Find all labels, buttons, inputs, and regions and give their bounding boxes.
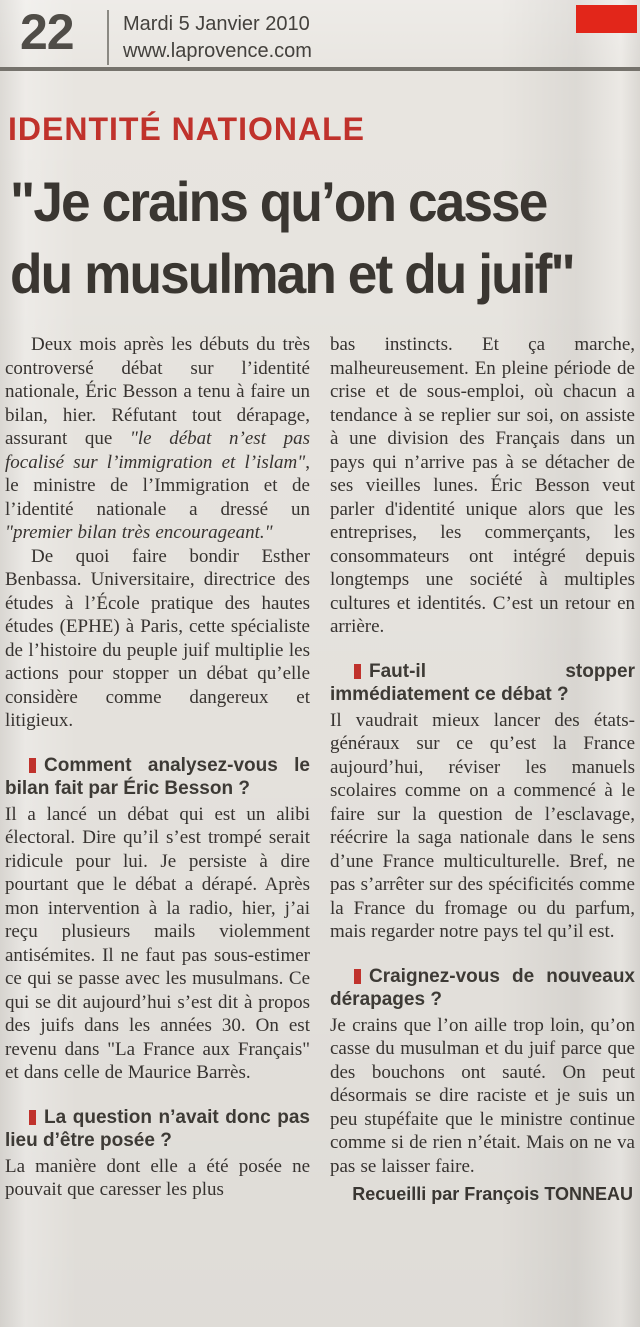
paragraph-text: bas instincts. Et ça marche, malheureusement. En pleine période de crise et de sous-emploi, où chacun a tendance à se replier sur soi, on assiste à une division des Français dans un pays qui n’arrive pas à se détacher de ses vieilles lunes. Éric Besson veut parler d'identité unique alors que les entreprises, les commerçants, les consommateurs ont intégré depuis longtemps une société à multiples cultures et identités. C’est un retour en arrière. xyxy=(330,334,635,637)
question-text: La question n’avait donc pas lieu d’être posée ? xyxy=(5,1106,310,1151)
body-paragraph xyxy=(5,545,310,733)
left-column xyxy=(5,333,310,1205)
header-divider xyxy=(107,10,109,65)
quoted-italic-text: "le débat n’est pas focalisé sur l’immigration et l’islam" xyxy=(5,428,310,473)
body-paragraph xyxy=(5,333,310,545)
byline: Recueilli par François TONNEAU xyxy=(352,1184,633,1204)
website-url: www.laprovence.com xyxy=(123,40,312,62)
interview-question xyxy=(330,660,635,706)
header-dateblock xyxy=(123,11,312,65)
paragraph-text: De quoi faire bondir Esther Benbassa. Universitaire, directrice des études à l’École pratique des hautes études (EPHE) à Paris, cette spécialiste de l’histoire du peuple juif multiplie les actions pour stopper un débat qu’elle considère comme dangereux et litigieux. xyxy=(5,545,310,731)
page-number: 22 xyxy=(20,4,74,60)
header-rule xyxy=(0,67,640,71)
body-paragraph xyxy=(5,803,310,1085)
article-headline xyxy=(10,166,638,310)
right-column xyxy=(330,333,635,1205)
question-text: Faut-il stopper immédiatement ce débat ? xyxy=(330,660,635,705)
question-text: Craignez-vous de nouveaux dérapages ? xyxy=(330,965,635,1010)
red-square-bullet xyxy=(29,1110,36,1125)
interview-question xyxy=(5,1106,310,1152)
paragraph-text: , le ministre de l’Immigration et de l’identité nationale a dressé un xyxy=(5,451,310,520)
body-paragraph xyxy=(330,709,635,944)
red-corner-box xyxy=(576,5,637,33)
headline-line-2: du musulman et du juif" xyxy=(10,242,574,305)
interview-question xyxy=(330,965,635,1011)
paragraph-text: Il a lancé un débat qui est un alibi électoral. Dire qu’il s’est trompé serait ridicule pour lui. Je persiste à dire pourtant que le débat a dérapé. Après mon intervention à la radio, hier, j’ai reçu plusieurs mails violemment antisémites. Il ne faut pas sous-estimer ce qui se passe avec les musulmans. Ce qui se dit aujourd’hui s’est dit à propos des juifs dans les années 30. On est revenu dans "La France aux Français" et dans celle de Maurice Barrès. xyxy=(5,803,310,1083)
edition-date: Mardi 5 Janvier 2010 xyxy=(123,13,310,35)
body-paragraph xyxy=(5,1155,310,1202)
red-square-bullet xyxy=(354,969,361,984)
body-paragraph xyxy=(330,333,635,639)
quoted-italic-text: "premier bilan très encourageant." xyxy=(5,522,273,543)
paragraph-text: Deux mois après les débuts du très controversé débat sur l’identité nationale, Éric Besson a tenu à faire un bilan, hier. Réfutant tout dérapage, assurant que xyxy=(5,334,310,449)
headline-line-1: "Je crains qu’on casse xyxy=(10,170,547,233)
red-square-bullet xyxy=(354,664,361,679)
paragraph-text: La manière dont elle a été posée ne pouvait que caresser les plus xyxy=(5,1155,310,1200)
interview-question xyxy=(5,754,310,800)
body-paragraph xyxy=(330,1014,635,1179)
paragraph-text: Il vaudrait mieux lancer des états-généraux sur ce qu’est la France aujourd’hui, réviser les manuels scolaires comme on a commencé à le faire sur la question de l’esclavage, réécrire la saga nationale dans le sens d’une France multiculturelle. Bref, ne pas s’arrêter sur des spécificités comme la France du fromage ou du parfum, mais regarder notre pays tel qu’il est. xyxy=(330,709,635,942)
paragraph-text: Je crains que l’on aille trop loin, qu’on casse du musulman et du juif parce que des bouchons ont sauté. On peut désormais se dire raciste et je suis un peu stupéfaite que le ministre continue comme si de rien n’était. Mais on ne va pas se laisser faire. xyxy=(330,1014,635,1177)
section-kicker: IDENTITÉ NATIONALE xyxy=(8,111,365,147)
article-columns xyxy=(0,333,640,1205)
question-text: Comment analysez-vous le bilan fait par Éric Besson ? xyxy=(5,754,310,799)
red-square-bullet xyxy=(29,758,36,773)
